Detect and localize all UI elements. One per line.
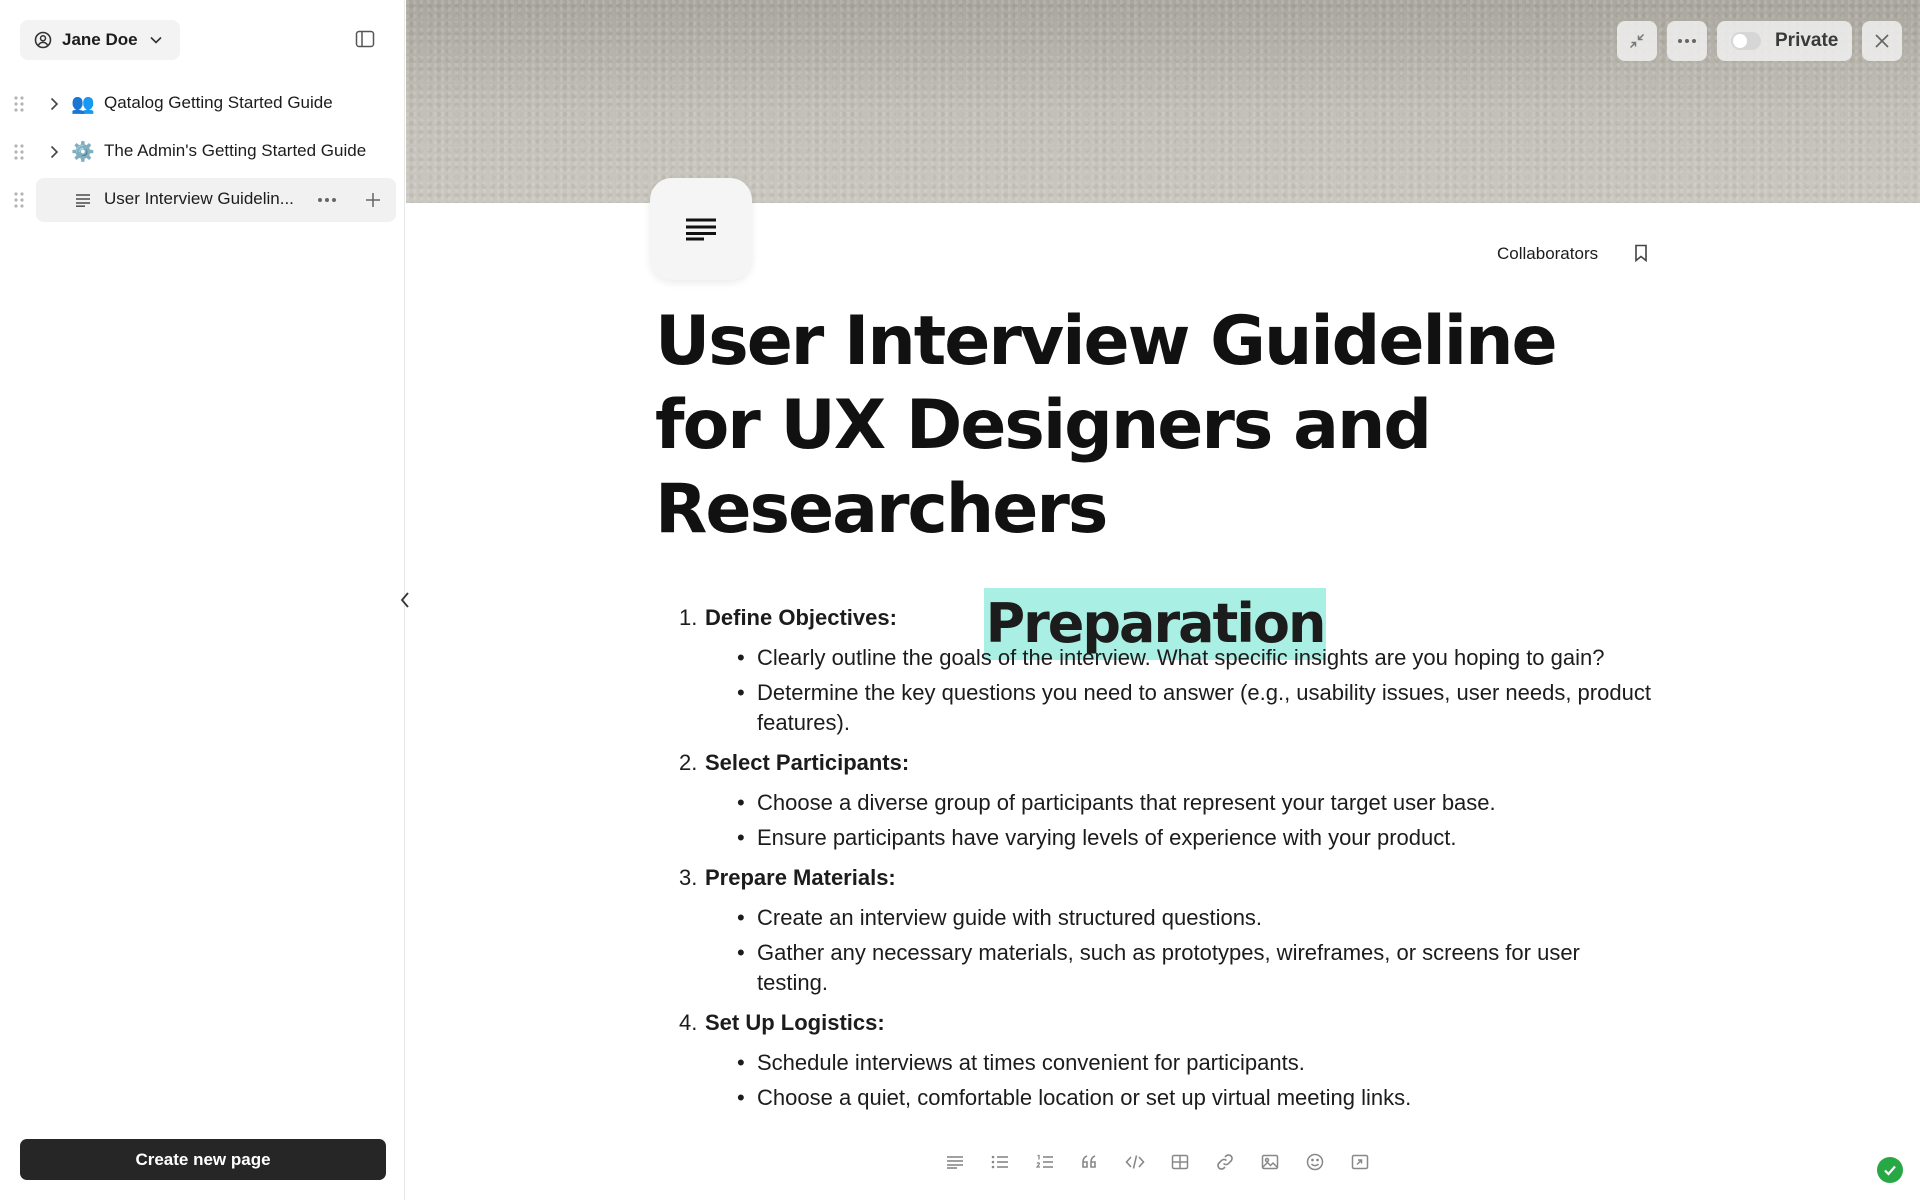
- link-icon[interactable]: [1212, 1150, 1238, 1174]
- sidebar-toggle-icon[interactable]: [352, 26, 378, 52]
- step-number: 1.: [679, 605, 698, 630]
- step-title: Select Participants:: [705, 750, 910, 775]
- formatting-toolbar: [942, 1150, 1373, 1174]
- step-title: Set Up Logistics:: [705, 1010, 885, 1035]
- toggle-switch-icon[interactable]: [1731, 32, 1761, 50]
- page-title[interactable]: User Interview Guideline for UX Designers and Researchers: [655, 302, 1556, 549]
- private-label: Private: [1775, 30, 1839, 51]
- table-icon[interactable]: [1167, 1150, 1193, 1174]
- drag-handle-icon[interactable]: [12, 143, 26, 161]
- tree-item-admin-guide[interactable]: [0, 128, 405, 176]
- user-circle-icon: [34, 31, 52, 49]
- private-toggle[interactable]: [1717, 21, 1852, 61]
- page-icon[interactable]: [650, 178, 752, 280]
- people-icon: 👥: [71, 94, 95, 115]
- text-lines-icon: [684, 217, 718, 241]
- drag-handle-icon[interactable]: [12, 191, 26, 209]
- bullet-item: • Create an interview guide with structured questions.: [655, 903, 1655, 933]
- step-number: 2.: [679, 750, 698, 775]
- list-item: [655, 858, 1655, 998]
- step-number: 4.: [679, 1010, 698, 1035]
- top-actions: [1617, 21, 1902, 61]
- code-icon[interactable]: [1122, 1150, 1148, 1174]
- bullet-item: • Schedule interviews at times convenient for participants.: [655, 1048, 1655, 1078]
- step-number: 3.: [679, 865, 698, 890]
- close-icon[interactable]: [1862, 21, 1902, 61]
- tree-item-user-interview[interactable]: [0, 176, 405, 224]
- emoji-icon[interactable]: [1302, 1150, 1328, 1174]
- chevron-down-icon: [148, 32, 164, 48]
- sidebar: [0, 0, 405, 1200]
- more-options-icon[interactable]: [1667, 21, 1707, 61]
- embed-icon[interactable]: [1347, 1150, 1373, 1174]
- quote-icon[interactable]: [1077, 1150, 1103, 1174]
- image-icon[interactable]: [1257, 1150, 1283, 1174]
- list-item: [655, 598, 1655, 738]
- more-options-icon[interactable]: [316, 189, 338, 211]
- chevron-right-icon[interactable]: [46, 144, 62, 160]
- minimize-icon[interactable]: [1617, 21, 1657, 61]
- collapse-sidebar-icon[interactable]: [396, 588, 414, 612]
- text-lines-icon: [71, 188, 95, 212]
- chevron-right-icon[interactable]: [46, 96, 62, 112]
- bullet-item: • Choose a quiet, comfortable location or set up virtual meeting links.: [655, 1083, 1655, 1113]
- add-subpage-icon[interactable]: [362, 189, 384, 211]
- workspace-user-switcher[interactable]: [20, 20, 180, 60]
- bullet-item: • Gather any necessary materials, such as prototypes, wireframes, or screens for user testing.: [655, 938, 1655, 998]
- bullet-item: • Choose a diverse group of participants that represent your target user base.: [655, 788, 1655, 818]
- drag-handle-icon[interactable]: [12, 95, 26, 113]
- step-title: Define Objectives:: [705, 605, 897, 630]
- step-title: Prepare Materials:: [705, 865, 896, 890]
- document-body[interactable]: [655, 598, 1655, 1126]
- bullet-list-icon[interactable]: [987, 1150, 1013, 1174]
- list-item: [655, 743, 1655, 853]
- tree-item-label: User Interview Guidelin...: [104, 189, 294, 208]
- sync-status-check-icon: [1877, 1157, 1903, 1183]
- bookmark-icon[interactable]: [1630, 242, 1652, 264]
- tree-item-label: The Admin's Getting Started Guide: [104, 141, 367, 160]
- gear-icon: ⚙️: [71, 142, 95, 163]
- numbered-list-icon[interactable]: [1032, 1150, 1058, 1174]
- create-new-page-button[interactable]: Create new page: [20, 1139, 386, 1180]
- paragraph-icon[interactable]: [942, 1150, 968, 1174]
- bullet-item: • Determine the key questions you need to answer (e.g., usability issues, user needs, product features).: [655, 678, 1655, 738]
- bullet-item: • Clearly outline the goals of the interview. What specific insights are you hoping to gain?: [655, 643, 1655, 673]
- bullet-item: • Ensure participants have varying levels of experience with your product.: [655, 823, 1655, 853]
- section-heading[interactable]: Preparation: [984, 588, 1327, 660]
- tree-item-qatalog-guide[interactable]: [0, 80, 405, 128]
- collaborators-button[interactable]: Collaborators: [1497, 244, 1599, 263]
- tree-item-label: Qatalog Getting Started Guide: [104, 93, 333, 112]
- list-item: [655, 1003, 1655, 1113]
- page-tree: [0, 80, 405, 224]
- user-name: Jane Doe: [62, 30, 138, 49]
